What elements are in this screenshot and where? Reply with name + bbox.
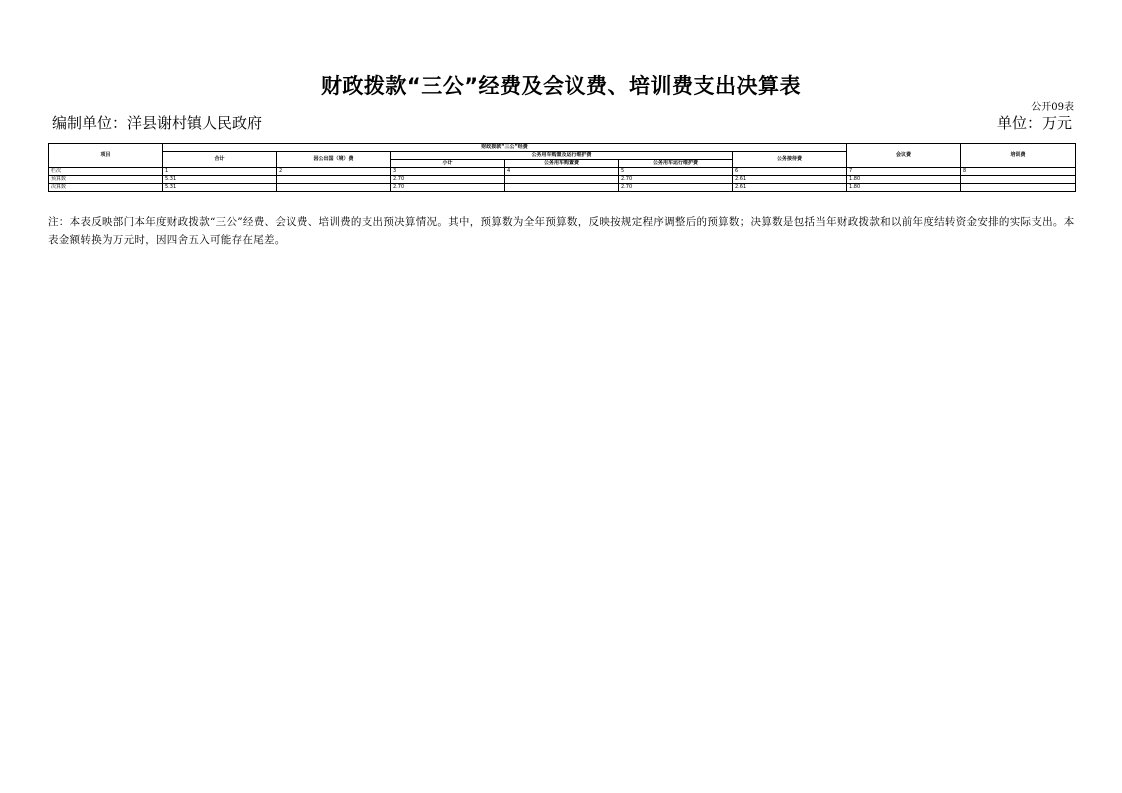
currency-unit: 单位：万元 — [996, 114, 1072, 132]
cell-total: 1 — [163, 168, 277, 176]
cell-vehicle-purchase: 4 — [505, 168, 619, 176]
table-row — [49, 176, 1076, 184]
header-three-public-funds: 财政拨款“三公”经费 — [163, 144, 847, 152]
cell-vehicle-operation: 5 — [619, 168, 733, 176]
cell-abroad — [277, 176, 391, 184]
compiling-unit: 编制单位：洋县谢村镇人民政府 — [52, 114, 263, 132]
cell-subtotal: 2.70 — [391, 184, 505, 192]
cell-abroad — [277, 184, 391, 192]
header-meeting-fee: 会议费 — [847, 144, 961, 168]
header-item: 项目 — [49, 144, 163, 168]
cell-reception: 6 — [733, 168, 847, 176]
cell-vehicle-operation: 2.70 — [619, 184, 733, 192]
header-vehicle-purchase: 公务用车购置费 — [505, 160, 619, 168]
header-subtotal: 小计 — [391, 160, 505, 168]
cell-training — [961, 184, 1076, 192]
header-vehicle-operation: 公务用车运行维护费 — [619, 160, 733, 168]
cell-total: 5.31 — [163, 184, 277, 192]
row-label: 预算数 — [49, 176, 163, 184]
footnote: 注：本表反映部门本年度财政拨款“三公”经费、会议费、培训费的支出预决算情况。其中，预算数为全年预算数，反映按规定程序调整后的预算数；决算数是包括当年财政拨款和以前年度结转资金安排的实际支出。本表金额转换为万元时，因四舍五入可能存在尾差。 — [48, 216, 1075, 246]
cell-meeting: 7 — [847, 168, 961, 176]
row-label: 栏次 — [49, 168, 163, 176]
cell-training — [961, 176, 1076, 184]
header-training-fee: 培训费 — [961, 144, 1076, 168]
header-total: 合计 — [163, 152, 277, 168]
header-abroad-fee: 因公出国（境）费 — [277, 152, 391, 168]
cell-vehicle-purchase — [505, 184, 619, 192]
cell-abroad: 2 — [277, 168, 391, 176]
header-vehicle-group: 公务用车购置及运行维护费 — [391, 152, 733, 160]
cell-training: 8 — [961, 168, 1076, 176]
cell-reception: 2.61 — [733, 176, 847, 184]
cell-meeting: 1.80 — [847, 184, 961, 192]
header-row-1 — [49, 144, 1076, 152]
cell-meeting: 1.80 — [847, 176, 961, 184]
cell-vehicle-purchase — [505, 176, 619, 184]
expenditure-table — [48, 143, 1076, 192]
form-code: 公开09表 — [1031, 102, 1074, 113]
cell-total: 5.31 — [163, 176, 277, 184]
cell-reception: 2.61 — [733, 184, 847, 192]
header-reception-fee: 公务接待费 — [733, 152, 847, 168]
table-row — [49, 184, 1076, 192]
cell-subtotal: 3 — [391, 168, 505, 176]
table-row — [49, 168, 1076, 176]
page-title: 财政拨款“三公”经费及会议费、培训费支出决算表 — [320, 74, 802, 98]
row-label: 决算数 — [49, 184, 163, 192]
cell-subtotal: 2.70 — [391, 176, 505, 184]
cell-vehicle-operation: 2.70 — [619, 176, 733, 184]
